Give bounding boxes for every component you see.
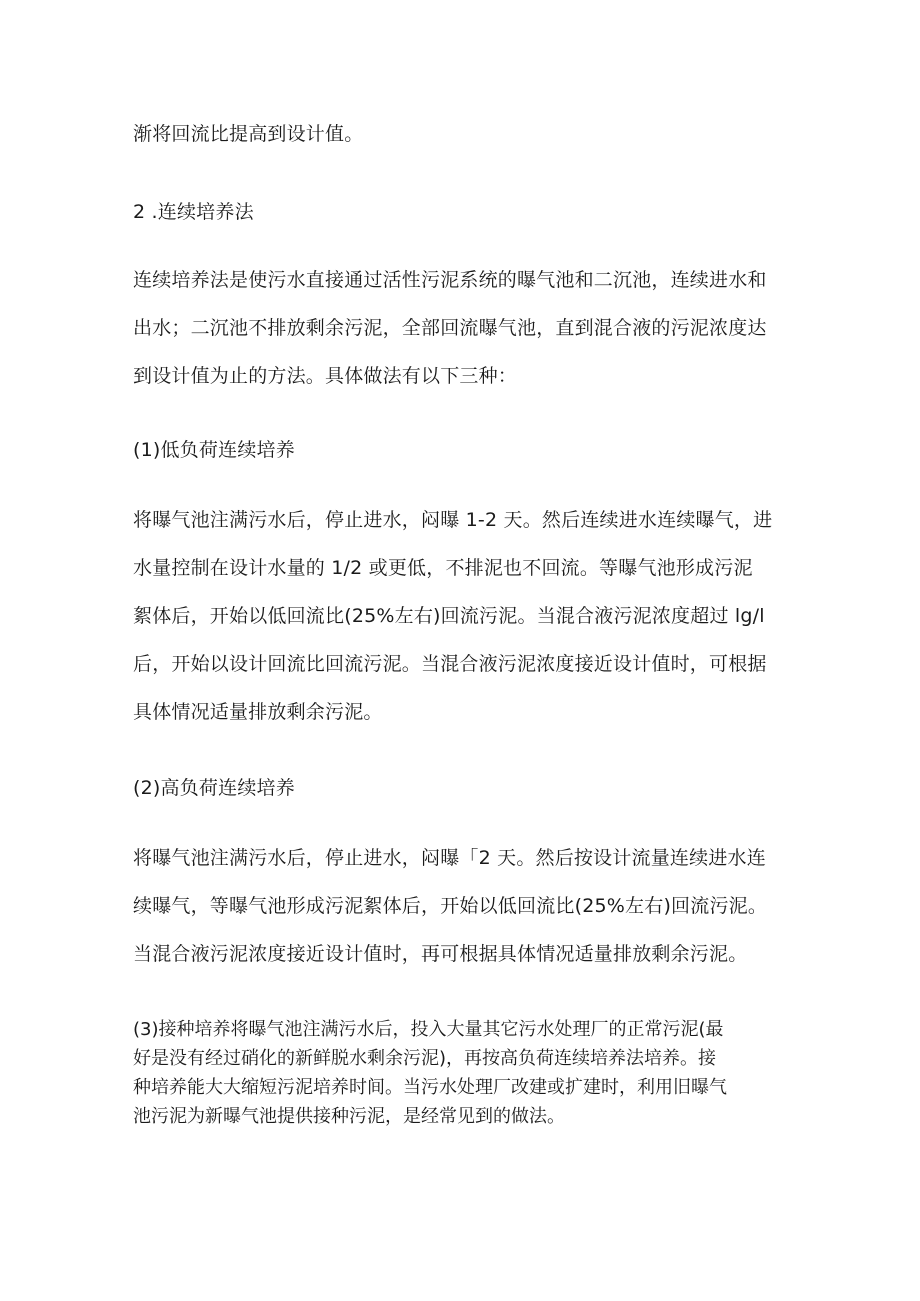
paragraph-seed-line-2: 好是没有经过硝化的新鲜脱水剩余污泥)，再按高负荷连续培养法培养。接 (133, 1048, 717, 1069)
paragraph-high-line-3: 当混合液污泥浓度接近设计值时，再可根据具体情况适量排放剩余污泥。 (133, 943, 748, 965)
paragraph-seed-line-3: 种培养能大大缩短污泥培养时间。当污水处理厂改建或扩建时，利用旧曝气 (133, 1077, 727, 1098)
paragraph-continuous-line-3: 到设计值为止的方法。具体做法有以下三种： (133, 365, 518, 387)
paragraph-low-line-1: 将曝气池注满污水后，停止进水，闷曝 1-2 天。然后连续进水连续曝气，进 (133, 509, 773, 531)
heading-low-load: (1)低负荷连续培养 (133, 439, 295, 461)
paragraph-high-line-1: 将曝气池注满污水后，停止进水，闷曝「2 天。然后按设计流量连续进水连 (133, 847, 766, 869)
paragraph-continuous-line-1: 连续培养法是使污水直接通过活性污泥系统的曝气池和二沉池，连续进水和 (133, 269, 767, 291)
heading-high-load: (2)高负荷连续培养 (133, 777, 295, 799)
paragraph-low-line-3: 絮体后，开始以低回流比(25%左右)回流污泥。当混合液污泥浓度超过 lg/l (133, 605, 765, 627)
paragraph-intro-line-1: 渐将回流比提高到设计值。 (133, 123, 364, 145)
paragraph-continuous-line-2: 出水；二沉池不排放剩余污泥，全部回流曝气池，直到混合液的污泥浓度达 (133, 317, 767, 339)
paragraph-seed-line-4: 池污泥为新曝气池提供接种污泥，是经常见到的做法。 (133, 1106, 565, 1127)
paragraph-low-line-2: 水量控制在设计水量的 1/2 或更低，不排泥也不回流。等曝气池形成污泥 (133, 557, 753, 579)
paragraph-high-line-2: 续曝气，等曝气池形成污泥絮体后，开始以低回流比(25%左右)回流污泥。 (133, 895, 768, 917)
paragraph-seed-line-1: (3)接种培养将曝气池注满污水后，投入大量其它污水处理厂的正常污泥(最 (133, 1019, 724, 1040)
paragraph-low-line-4: 后，开始以设计回流比回流污泥。当混合液污泥浓度接近设计值时，可根据 (133, 653, 767, 675)
heading-continuous-culture: 2 .连续培养法 (133, 201, 254, 223)
paragraph-low-line-5: 具体情况适量排放剩余污泥。 (133, 701, 383, 723)
